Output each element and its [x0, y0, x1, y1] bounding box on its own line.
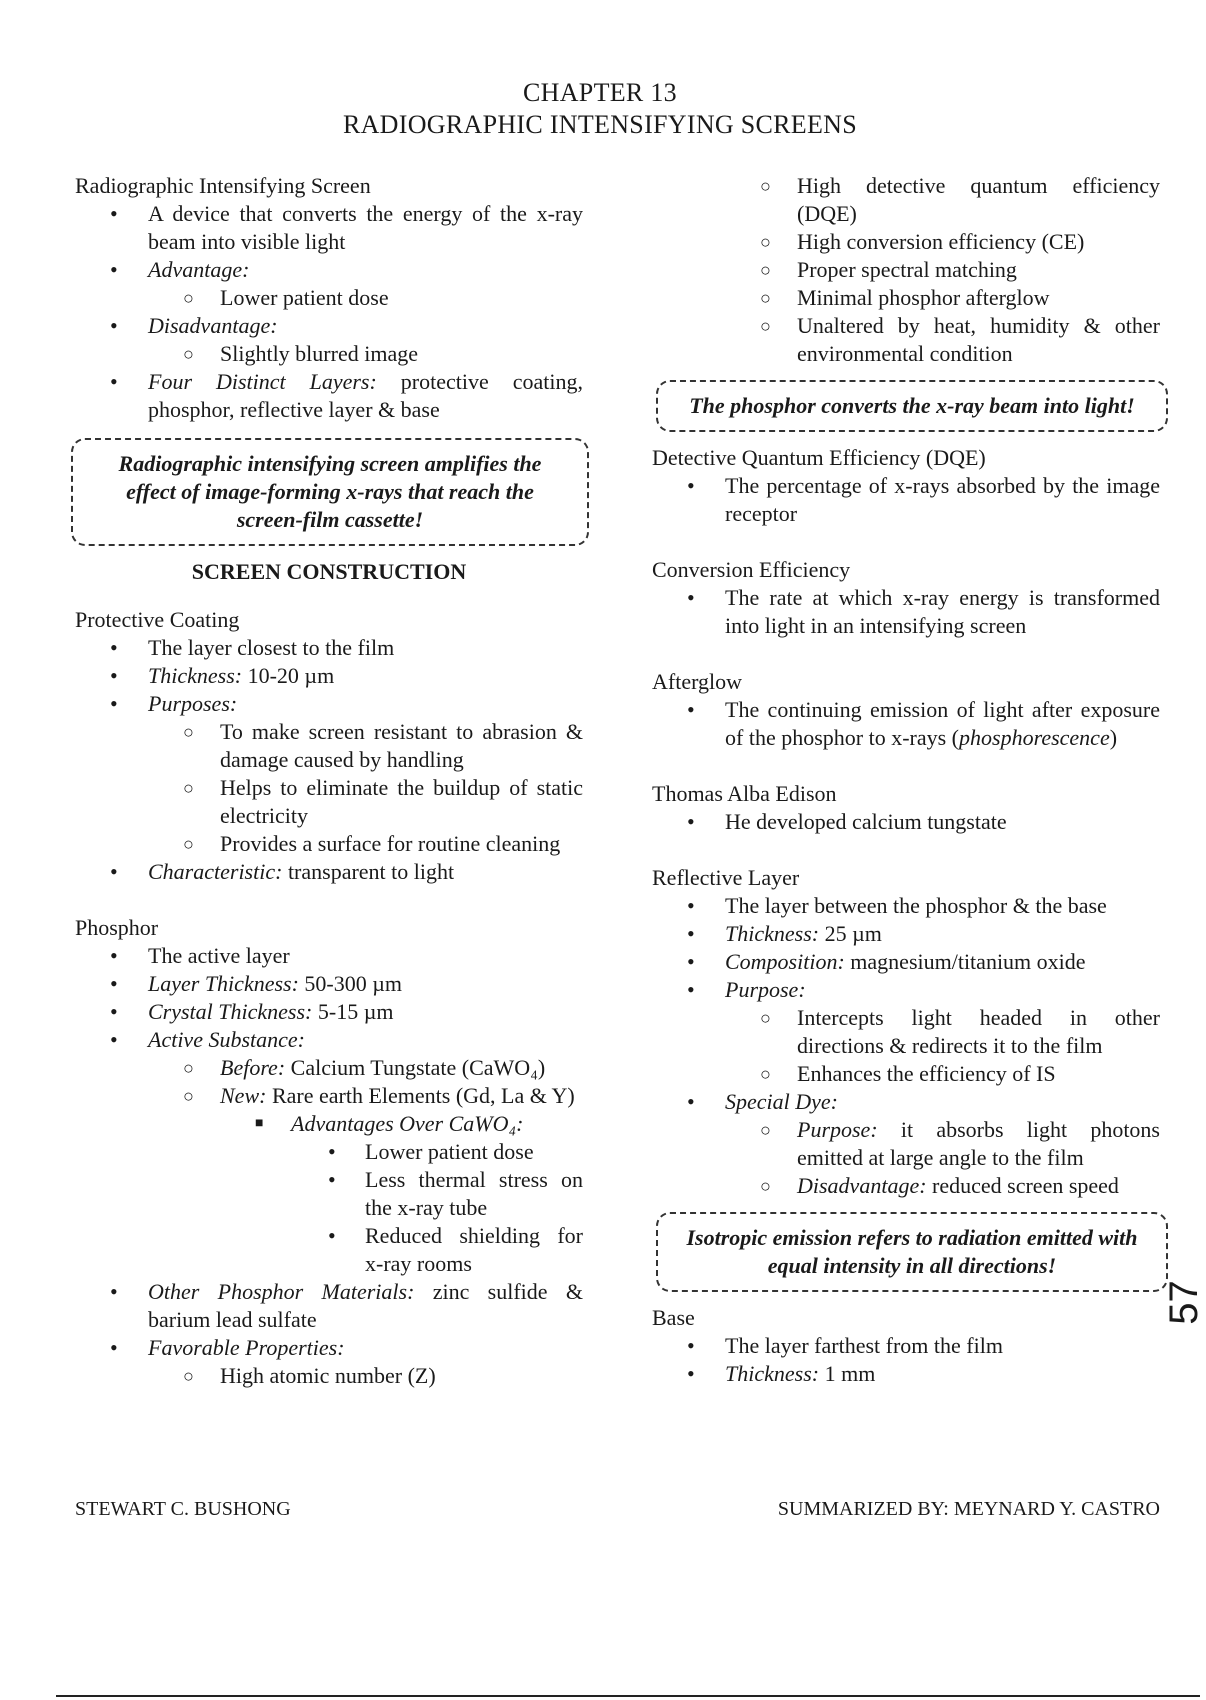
- section-heading: Reflective Layer: [652, 865, 800, 890]
- list-item: ○ Minimal phosphor afterglow: [760, 285, 1050, 310]
- list-item: ○ Proper spectral matching: [760, 257, 1017, 282]
- list-item: • The active layer: [110, 943, 290, 968]
- right-column: [652, 172, 1160, 1388]
- footer-author: STEWART C. BUSHONG: [75, 1498, 291, 1520]
- list-item: • Purposes:: [110, 691, 238, 716]
- footer-summarized-by: SUMMARIZED BY: MEYNARD Y. CASTRO: [777, 1498, 1160, 1520]
- list-item: • Disadvantage:: [110, 313, 278, 338]
- list-item: • Thickness: 10-20 µm: [110, 663, 335, 688]
- list-item: ○ New: Rare earth Elements (Gd, La & Y): [183, 1083, 575, 1108]
- list-item: • The layer between the phosphor & the base: [687, 893, 1107, 918]
- list-item: • The layer farthest from the film: [687, 1333, 1003, 1358]
- list-item: ■ Advantages Over CaWO₄:: [255, 1111, 524, 1136]
- section-edison: [652, 780, 1160, 836]
- list-item: • Four Distinct Layers: protective coating, phosphor, reflective layer & base: [110, 369, 583, 422]
- page-number: 57: [1161, 1280, 1206, 1325]
- section-phosphor: [75, 914, 583, 1390]
- list-item: ○ High conversion efficiency (CE): [760, 229, 1085, 254]
- list-item: • Reduced shielding for x-ray rooms: [328, 1223, 583, 1276]
- list-item: • Special Dye:: [687, 1089, 838, 1114]
- section-heading: Base: [652, 1305, 695, 1330]
- section-afterglow: [652, 668, 1160, 752]
- list-item: ○ Unaltered by heat, humidity & other environmental condition: [760, 313, 1160, 366]
- section-base: [652, 1304, 1160, 1388]
- section-heading: Detective Quantum Efficiency (DQE): [652, 445, 986, 470]
- list-item: ○ Slightly blurred image: [183, 341, 418, 366]
- list-item: • Layer Thickness: 50-300 µm: [110, 971, 403, 996]
- list-item: • The continuing emission of light after exposure of the phosphor to x-rays (phosphorescence): [687, 697, 1160, 750]
- section-heading: Phosphor: [75, 915, 159, 940]
- section-heading: Thomas Alba Edison: [652, 781, 837, 806]
- list-item: • The layer closest to the film: [110, 635, 395, 660]
- list-item: • Lower patient dose: [328, 1139, 534, 1164]
- list-item: ○ Disadvantage: reduced screen speed: [760, 1173, 1119, 1198]
- callout-box: Radiographic intensifying screen amplifies the effect of image-forming x-rays that reach the screen-film cassette!: [71, 438, 589, 546]
- section-reflective-layer: [652, 864, 1160, 1200]
- list-item: ○ Lower patient dose: [183, 285, 389, 310]
- list-item: • The percentage of x-rays absorbed by the image receptor: [687, 473, 1160, 526]
- section-heading: Conversion Efficiency: [652, 557, 851, 582]
- list-item: ○ High detective quantum efficiency (DQE): [760, 173, 1160, 226]
- list-item: • Less thermal stress on the x-ray tube: [328, 1167, 583, 1220]
- subsection-heading: SCREEN CONSTRUCTION: [191, 559, 467, 584]
- list-item: • The rate at which x-ray energy is transformed into light in an intensifying screen: [687, 585, 1160, 638]
- left-column: [75, 172, 583, 1390]
- section-dqe: [652, 444, 1160, 528]
- list-item: • Other Phosphor Materials: zinc sulfide & barium lead sulfate: [110, 1279, 583, 1332]
- list-item: • Advantage:: [110, 257, 250, 282]
- list-item: ○ Enhances the efficiency of IS: [760, 1061, 1056, 1086]
- list-item: ○ Purpose: it absorbs light photons emitted at large angle to the film: [760, 1117, 1160, 1170]
- list-item: ○ Provides a surface for routine cleaning: [183, 831, 561, 856]
- list-item: • Characteristic: transparent to light: [110, 859, 455, 884]
- section-intensifying-screen: [75, 172, 583, 424]
- list-item: • Crystal Thickness: 5-15 µm: [110, 999, 394, 1024]
- section-heading: Afterglow: [652, 669, 743, 694]
- chapter-title: RADIOGRAPHIC INTENSIFYING SCREENS: [342, 110, 858, 139]
- list-item: ○ Before: Calcium Tungstate (CaWO₄): [183, 1055, 546, 1080]
- section-conversion-efficiency: [652, 556, 1160, 640]
- section-protective-coating: [75, 606, 583, 886]
- section-heading: Protective Coating: [75, 607, 240, 632]
- list-item: • Purpose:: [687, 977, 806, 1002]
- chapter-number: CHAPTER 13: [523, 78, 677, 107]
- list-item: • Composition: magnesium/titanium oxide: [687, 949, 1086, 974]
- list-item: • Active Substance:: [110, 1027, 305, 1052]
- list-item: ○ Intercepts light headed in other directions & redirects it to the film: [760, 1005, 1160, 1058]
- list-item: • A device that converts the energy of the x-ray beam into visible light: [110, 201, 583, 254]
- callout-box: Isotropic emission refers to radiation emitted with equal intensity in all directions!: [656, 1212, 1168, 1292]
- bottom-rule: [56, 1695, 1200, 1697]
- list-item: ○ Helps to eliminate the buildup of static electricity: [183, 775, 583, 828]
- list-item: • He developed calcium tungstate: [687, 809, 1007, 834]
- list-item: ○ To make screen resistant to abrasion & damage caused by handling: [183, 719, 583, 772]
- callout-box: The phosphor converts the x-ray beam into light!: [656, 380, 1168, 432]
- list-item: • Favorable Properties:: [110, 1335, 345, 1360]
- list-item: • Thickness: 1 mm: [687, 1361, 876, 1386]
- list-item: ○ High atomic number (Z): [183, 1363, 436, 1388]
- list-item: • Thickness: 25 µm: [687, 921, 882, 946]
- section-heading: Radiographic Intensifying Screen: [75, 173, 371, 198]
